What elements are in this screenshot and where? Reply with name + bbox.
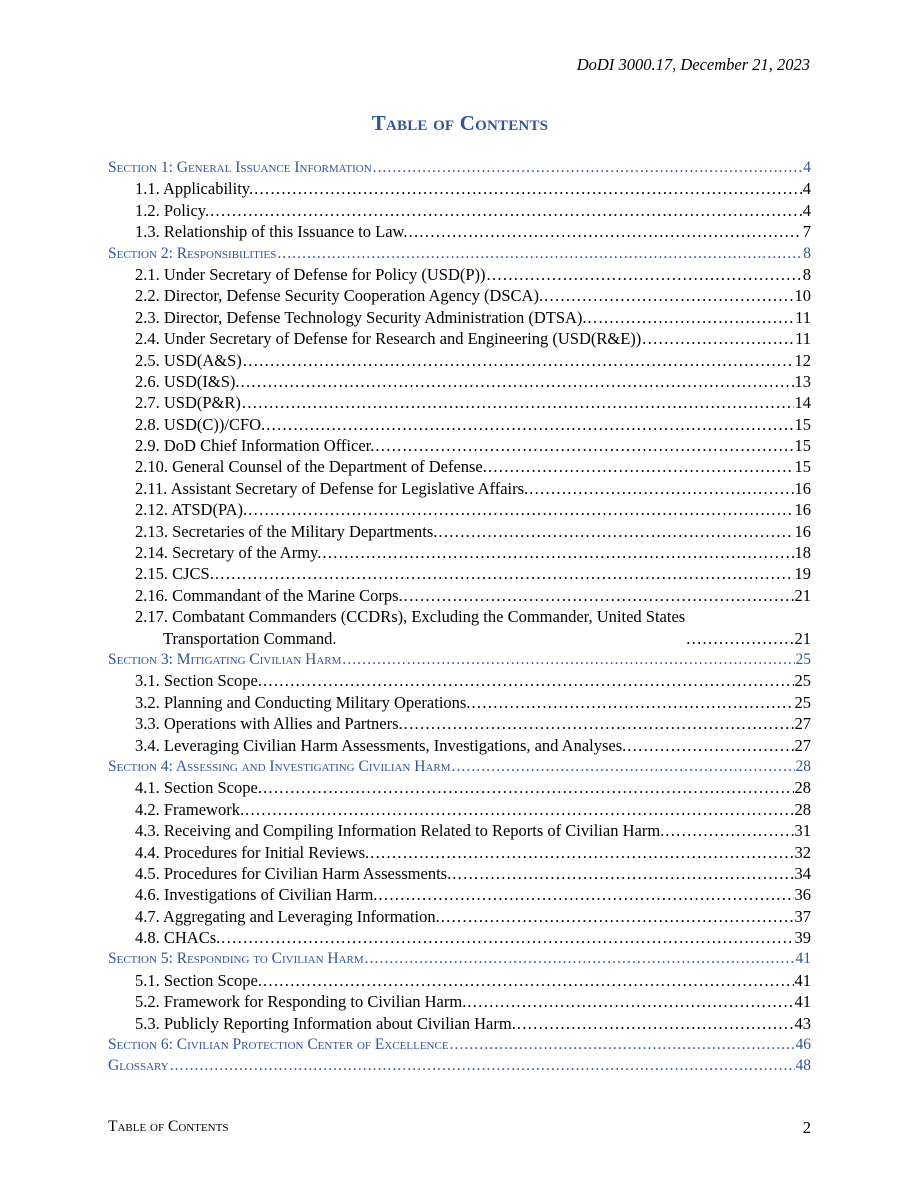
dot-leader — [266, 414, 793, 435]
toc-entry-title: 2.12. ATSD(PA). — [135, 500, 248, 520]
toc-subsection-link[interactable] — [108, 200, 811, 221]
toc-subsection-link[interactable] — [108, 884, 811, 905]
toc-page-number: 27 — [794, 735, 811, 755]
toc-page-number: 16 — [794, 500, 811, 520]
dot-leader — [404, 713, 794, 734]
dot-leader — [665, 820, 793, 841]
toc-page-number: 19 — [794, 564, 811, 584]
dot-leader — [686, 628, 793, 649]
toc-page-number: 43 — [794, 1013, 811, 1033]
toc-entry-title: 3.4. Leveraging Civilian Harm Assessments, Investigations, and Analyses. — [135, 735, 627, 755]
dot-leader — [452, 863, 793, 884]
dot-leader — [471, 692, 793, 713]
dot-leader — [370, 842, 793, 863]
document-reference: DoDI 3000.17, December 21, 2023 — [576, 55, 810, 74]
toc-entry-title: 4.1. Section Scope. — [135, 778, 262, 798]
dot-leader — [452, 756, 795, 777]
toc-section-link[interactable] — [108, 243, 811, 264]
toc-page-number: 4 — [802, 200, 811, 220]
toc-page-number: 18 — [794, 543, 811, 563]
dot-leader — [375, 435, 793, 456]
dot-leader — [642, 328, 794, 349]
toc-entry-title: 3.3. Operations with Allies and Partners. — [135, 714, 403, 734]
toc-subsection-link[interactable] — [108, 435, 811, 456]
toc-entry-title: 4.3. Receiving and Compiling Information Related to Reports of Civilian Harm. — [135, 821, 665, 841]
toc-page-number: 16 — [794, 521, 811, 541]
toc-subsection-link[interactable] — [108, 1013, 811, 1034]
toc-subsection-link[interactable] — [108, 735, 811, 756]
dot-leader — [342, 649, 794, 670]
toc-entry-title: Glossary — [108, 1057, 169, 1075]
footer-label: Table of Contents — [108, 1118, 229, 1135]
toc-entry-title: Section 6: Civilian Protection Center of Excellence — [108, 1036, 449, 1054]
toc-entry-title: Section 5: Responding to Civilian Harm — [108, 950, 364, 968]
toc-entry-title: 1.2. Policy. — [135, 200, 210, 220]
toc-subsection-link[interactable] — [108, 927, 811, 948]
toc-entry-title: 2.8. USD(C))/CFO. — [135, 414, 266, 434]
toc-subsection-link[interactable] — [108, 842, 811, 863]
toc-subsection-link[interactable] — [108, 285, 811, 306]
toc-entry-title: 2.1. Under Secretary of Defense for Policy (USD(P)) — [135, 264, 486, 284]
toc-page-number: 10 — [794, 286, 811, 306]
toc-subsection-link[interactable] — [108, 799, 811, 820]
dot-leader — [263, 670, 794, 691]
toc-page-number: 11 — [795, 307, 811, 327]
toc-page-number: 4 — [803, 158, 811, 176]
dot-leader — [243, 350, 794, 371]
dot-leader — [263, 777, 794, 798]
toc-subsection-link[interactable] — [108, 542, 811, 563]
toc-entry-title: 5.3. Publicly Reporting Information about Civilian Harm. — [135, 1013, 516, 1033]
toc-page-number: 4 — [802, 179, 811, 199]
dot-leader — [210, 200, 802, 221]
dot-leader — [487, 264, 802, 285]
toc-entry-title: 2.6. USD(I&S). — [135, 371, 240, 391]
dot-leader — [245, 799, 793, 820]
toc-entry-title: 2.15. CJCS. — [135, 564, 214, 584]
toc-entry-title: 3.2. Planning and Conducting Military Operations. — [135, 692, 471, 712]
table-of-contents — [108, 157, 811, 1077]
dot-leader — [441, 906, 794, 927]
toc-entry-title: 2.9. DoD Chief Information Officer. — [135, 436, 375, 456]
toc-page-number: 8 — [803, 244, 811, 262]
dot-leader — [322, 542, 793, 563]
toc-entry-title-line: 2.17. Combatant Commanders (CCDRs), Excluding the Commander, United States — [135, 607, 686, 627]
toc-page-number: 36 — [794, 885, 811, 905]
toc-subsection-link[interactable] — [108, 456, 811, 477]
toc-subsection-link[interactable] — [108, 264, 811, 285]
toc-page-number: 48 — [795, 1057, 811, 1075]
dot-leader — [365, 948, 795, 969]
toc-subsection-link[interactable] — [108, 521, 811, 542]
toc-subsection-link[interactable] — [108, 328, 811, 349]
toc-entry-title: 2.4. Under Secretary of Defense for Research and Engineering (USD(R&E)) — [135, 329, 642, 349]
toc-entry-title: 1.3. Relationship of this Issuance to Law. — [135, 222, 408, 242]
toc-subsection-link[interactable] — [108, 863, 811, 884]
toc-page-number: 25 — [794, 692, 811, 712]
toc-page-number: 41 — [794, 992, 811, 1012]
toc-page-number: 21 — [794, 628, 811, 648]
toc-page-number: 25 — [795, 650, 811, 668]
toc-page-number: 32 — [794, 842, 811, 862]
toc-entry-title: 4.5. Procedures for Civilian Harm Assessments. — [135, 863, 452, 883]
toc-entry-title: 2.3. Director, Defense Technology Security Administration (DTSA). — [135, 307, 587, 327]
toc-page-number: 25 — [794, 671, 811, 691]
toc-subsection-link[interactable] — [108, 670, 811, 691]
dot-leader — [438, 521, 793, 542]
toc-entry-title: 4.7. Aggregating and Leveraging Information. — [135, 906, 440, 926]
toc-page-number: 34 — [794, 863, 811, 883]
toc-section-link[interactable] — [108, 948, 811, 969]
dot-leader — [409, 221, 802, 242]
toc-page-number: 39 — [794, 928, 811, 948]
toc-subsection-link[interactable] — [108, 414, 811, 435]
dot-leader — [450, 1034, 795, 1055]
toc-entry-title: 1.1. Applicability. — [135, 179, 254, 199]
toc-page-number: 13 — [794, 371, 811, 391]
dot-leader — [373, 157, 803, 178]
toc-entry-title: 2.13. Secretaries of the Military Departments. — [135, 521, 438, 541]
toc-page-number: 46 — [795, 1036, 811, 1054]
toc-page-number: 28 — [794, 778, 811, 798]
toc-entry-title: 2.7. USD(P&R) — [135, 393, 241, 413]
toc-entry-title: 2.10. General Counsel of the Department of Defense. — [135, 457, 487, 477]
toc-subsection-link[interactable] — [108, 692, 811, 713]
footer-page-number: 2 — [802, 1118, 811, 1137]
toc-page-number: 16 — [794, 478, 811, 498]
toc-subsection-link[interactable] — [108, 371, 811, 392]
dot-leader — [588, 307, 795, 328]
toc-entry-title: Section 4: Assessing and Investigating Civilian Harm — [108, 757, 451, 775]
toc-subsection-link[interactable] — [108, 350, 811, 371]
toc-entry-title: 4.6. Investigations of Civilian Harm. — [135, 885, 378, 905]
toc-page-number: 41 — [794, 970, 811, 990]
toc-subsection-link[interactable] — [108, 713, 811, 734]
toc-page-number: 15 — [794, 436, 811, 456]
dot-leader — [488, 456, 794, 477]
dot-leader — [170, 1055, 795, 1076]
page-title: Table of Contents — [371, 111, 549, 135]
toc-section-link[interactable] — [108, 157, 811, 178]
dot-leader — [627, 735, 793, 756]
toc-subsection-link[interactable] — [108, 392, 811, 413]
toc-subsection-link[interactable] — [108, 563, 811, 584]
toc-subsection-link[interactable] — [108, 478, 811, 499]
dot-leader — [254, 178, 802, 199]
toc-entry-title: 4.2. Framework. — [135, 799, 245, 819]
dot-leader — [529, 478, 793, 499]
toc-page-number: 15 — [794, 457, 811, 477]
toc-entry-title: 5.1. Section Scope. — [135, 970, 262, 990]
toc-entry-title: 2.14. Secretary of the Army. — [135, 543, 322, 563]
toc-subsection-link[interactable] — [108, 221, 811, 242]
toc-subsection-link[interactable] — [108, 178, 811, 199]
toc-page-number: 31 — [794, 821, 811, 841]
toc-page-number: 27 — [794, 714, 811, 734]
toc-page-number: 28 — [794, 799, 811, 819]
toc-entry-title: 3.1. Section Scope. — [135, 671, 262, 691]
dot-leader — [467, 991, 793, 1012]
dot-leader — [242, 392, 794, 413]
toc-section-link[interactable] — [108, 1034, 811, 1055]
toc-page-number: 15 — [794, 414, 811, 434]
toc-subsection-link[interactable] — [108, 777, 811, 798]
toc-entry-title: 2.5. USD(A&S) — [135, 350, 242, 370]
toc-page-number: 37 — [794, 906, 811, 926]
toc-subsection-link[interactable] — [108, 991, 811, 1012]
toc-section-link[interactable] — [108, 649, 811, 670]
dot-leader — [277, 243, 802, 264]
toc-page-number: 41 — [795, 950, 811, 968]
toc-subsection-link[interactable] — [108, 585, 811, 606]
toc-page-number: 7 — [802, 222, 811, 242]
toc-entry-title — [135, 606, 685, 649]
dot-leader — [378, 884, 793, 905]
toc-entry-title-continuation: Transportation Command. — [163, 628, 337, 648]
dot-leader — [241, 371, 794, 392]
toc-subsection-link[interactable] — [108, 820, 811, 841]
toc-subsection-link[interactable] — [108, 606, 811, 649]
dot-leader — [221, 927, 793, 948]
toc-page-number: 12 — [794, 350, 811, 370]
toc-entry-title: 2.16. Commandant of the Marine Corps. — [135, 585, 403, 605]
toc-entry-title: 2.11. Assistant Secretary of Defense for Legislative Affairs. — [135, 478, 529, 498]
toc-subsection-link[interactable] — [108, 970, 811, 991]
dot-leader — [263, 970, 794, 991]
dot-leader — [248, 499, 793, 520]
dot-leader — [404, 585, 794, 606]
toc-subsection-link[interactable] — [108, 906, 811, 927]
toc-page-number: 28 — [795, 757, 811, 775]
toc-entry-title: 4.8. CHACs. — [135, 928, 221, 948]
toc-entry-title: Section 2: Responsibilities — [108, 244, 277, 262]
toc-entry-title: Section 3: Mitigating Civilian Harm — [108, 650, 342, 668]
toc-page-number: 21 — [794, 585, 811, 605]
toc-page-number: 11 — [795, 329, 811, 349]
toc-subsection-link[interactable] — [108, 499, 811, 520]
toc-entry-title: 4.4. Procedures for Initial Reviews. — [135, 842, 370, 862]
dot-leader — [517, 1013, 794, 1034]
toc-entry-title: Section 1: General Issuance Information — [108, 158, 372, 176]
toc-section-link[interactable] — [108, 1055, 811, 1076]
dot-leader — [215, 563, 794, 584]
toc-page-number: 8 — [802, 264, 811, 284]
toc-entry-title: 2.2. Director, Defense Security Cooperation Agency (DSCA). — [135, 286, 544, 306]
toc-entry-title: 5.2. Framework for Responding to Civilian Harm. — [135, 992, 467, 1012]
dot-leader — [544, 285, 793, 306]
toc-page-number: 14 — [794, 393, 811, 413]
toc-subsection-link[interactable] — [108, 307, 811, 328]
toc-section-link[interactable] — [108, 756, 811, 777]
